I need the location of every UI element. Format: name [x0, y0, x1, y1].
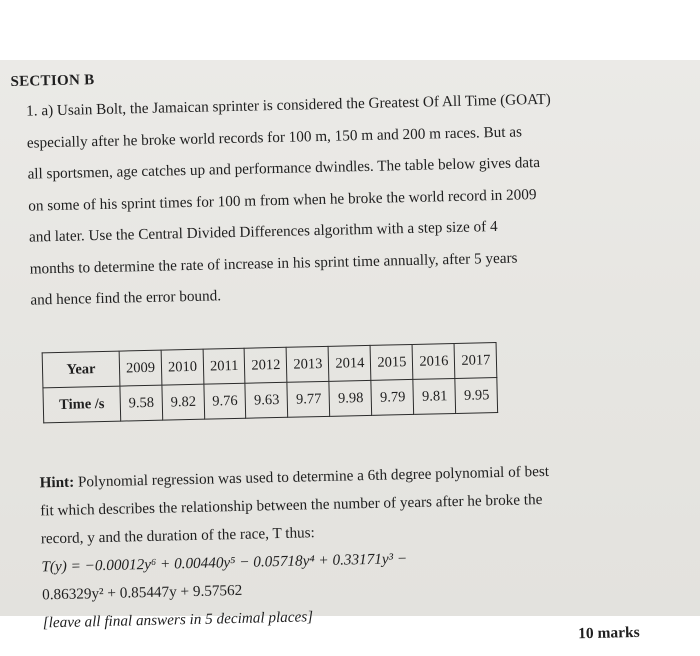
polynomial-line-1: T(y) = −0.00012y⁶ + 0.00440y⁵ − 0.05718y⁴ + 0.33171y³ − [41, 550, 408, 576]
question-line-2: especially after he broke world records for 100 m, 150 m and 200 m races. But as [26, 122, 523, 152]
time-cell: 9.82 [162, 384, 205, 420]
time-cell: 9.81 [413, 378, 456, 414]
time-cell: 9.95 [455, 378, 498, 414]
question-line-4: on some of his sprint times for 100 m from when he broke the world record in 2009 [28, 185, 537, 215]
year-cell: 2015 [371, 344, 414, 380]
question-text [26, 81, 676, 316]
polynomial-line-2: 0.86329y² + 0.85447y + 9.57562 [41, 581, 243, 604]
hint-line-3: record, y and the duration of the race, T thus: [40, 524, 315, 548]
time-cell: 9.58 [120, 385, 163, 421]
question-line-6: months to determine the rate of increase in his sprint time annually, after 5 years [29, 249, 518, 278]
question-number: 1. [25, 102, 38, 120]
year-label: Year [42, 351, 120, 388]
time-cell: 9.76 [204, 383, 246, 419]
year-cell: 2014 [329, 345, 372, 381]
question-line-1: 1. a) Usain Bolt, the Jamaican sprinter is considered the Greatest Of All Time (GOAT) [25, 90, 551, 120]
question-part: a) [41, 102, 54, 120]
time-cell: 9.63 [245, 382, 288, 418]
sprint-data-table [42, 342, 499, 423]
instruction-line: [leave all final answers in 5 decimal places] [42, 608, 314, 632]
time-cell: 9.79 [371, 379, 414, 415]
question-line-5: and later. Use the Central Divided Differences algorithm with a step size of 4 [28, 217, 498, 246]
year-cell: 2009 [119, 350, 162, 386]
marks-label: 10 marks [577, 623, 640, 643]
time-label: Time /s [43, 386, 121, 423]
year-cell: 2010 [161, 349, 204, 385]
paper-content [10, 44, 700, 643]
hint-line-1: Hint: Polynomial regression was used to determine a 6th degree polynomial of best [39, 462, 550, 492]
year-cell: 2016 [413, 343, 456, 379]
year-cell: 2013 [287, 346, 330, 382]
time-cell: 9.77 [287, 381, 330, 417]
hint-block [39, 455, 693, 638]
year-cell: 2017 [455, 343, 498, 379]
section-heading: SECTION B [10, 72, 95, 90]
hint-label: Hint: [39, 473, 75, 492]
exam-paper [0, 60, 700, 643]
question-line-3: all sportsmen, age catches up and performance dwindles. The table below gives data [27, 154, 541, 183]
year-cell: 2011 [203, 348, 245, 384]
hint-line-2: fit which describes the relationship between the number of years after he broke the [40, 491, 543, 520]
question-line-7: and hence find the error bound. [30, 287, 222, 309]
year-cell: 2012 [245, 347, 288, 383]
time-cell: 9.98 [329, 380, 372, 416]
